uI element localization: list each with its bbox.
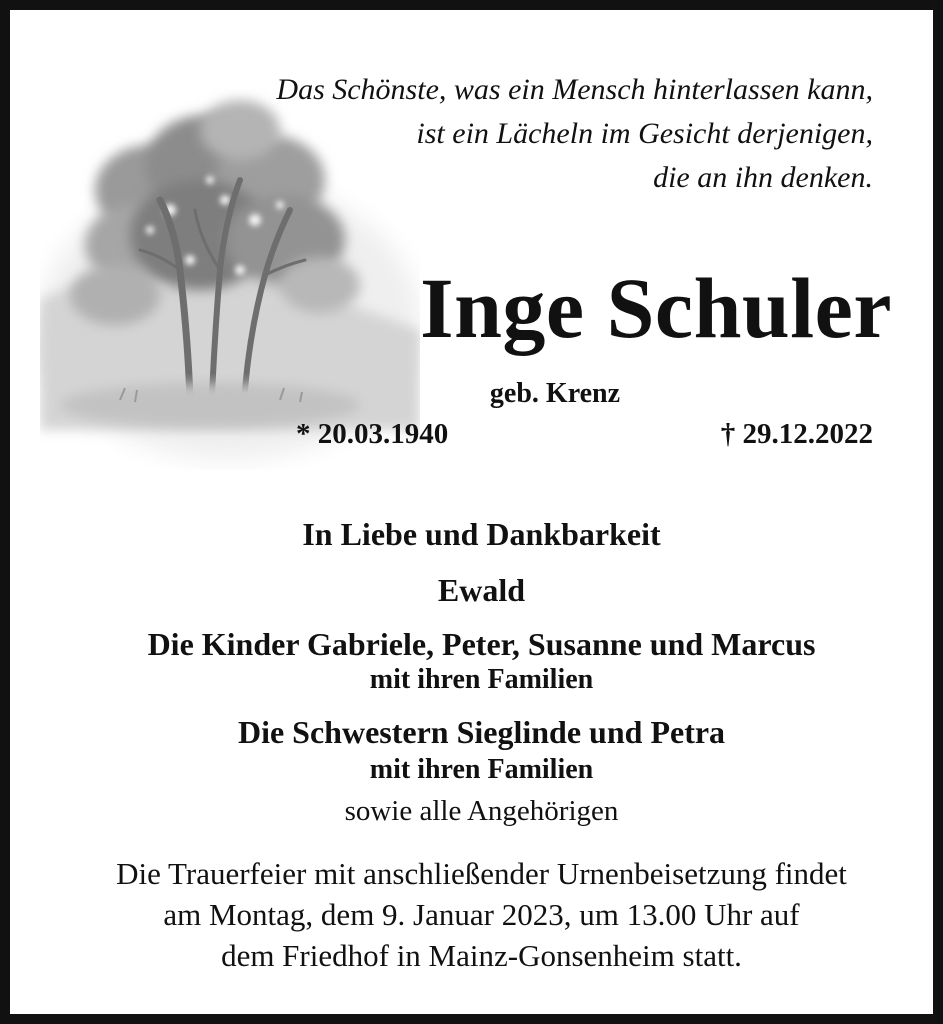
mourner-sisters-suffix: mit ihren Familien <box>369 754 594 785</box>
birth-date: * 20.03.1940 <box>296 418 449 450</box>
deceased-name: Inge Schuler <box>420 260 892 356</box>
quote-line: ist ein Lächeln im Gesicht derjenigen, <box>416 117 873 150</box>
mourner-children: Die Kinder Gabriele, Peter, Susanne und Marcus <box>147 626 816 662</box>
service-info-line: dem Friedhof in Mainz-Gonsenheim statt. <box>221 938 742 973</box>
memorial-quote <box>193 68 873 200</box>
maiden-name: geb. Krenz <box>489 378 621 409</box>
quote-line: Das Schönste, was ein Mensch hinterlassen kann, <box>276 73 873 106</box>
mourner-others: sowie alle Angehörigen <box>344 795 619 827</box>
mourner-sisters: Die Schwestern Sieglinde und Petra <box>237 714 726 750</box>
quote-line: die an ihn denken. <box>653 161 873 194</box>
mourner-children-suffix: mit ihren Familien <box>369 664 594 695</box>
mourner-spouse: Ewald <box>437 572 526 608</box>
service-info-line: am Montag, dem 9. Januar 2023, um 13.00 Uhr auf <box>163 897 800 932</box>
mourners-intro: In Liebe und Dankbarkeit <box>302 516 661 552</box>
death-date: † 29.12.2022 <box>720 418 873 450</box>
service-info-line: Die Trauerfeier mit anschließender Urnenbeisetzung findet <box>116 856 847 891</box>
